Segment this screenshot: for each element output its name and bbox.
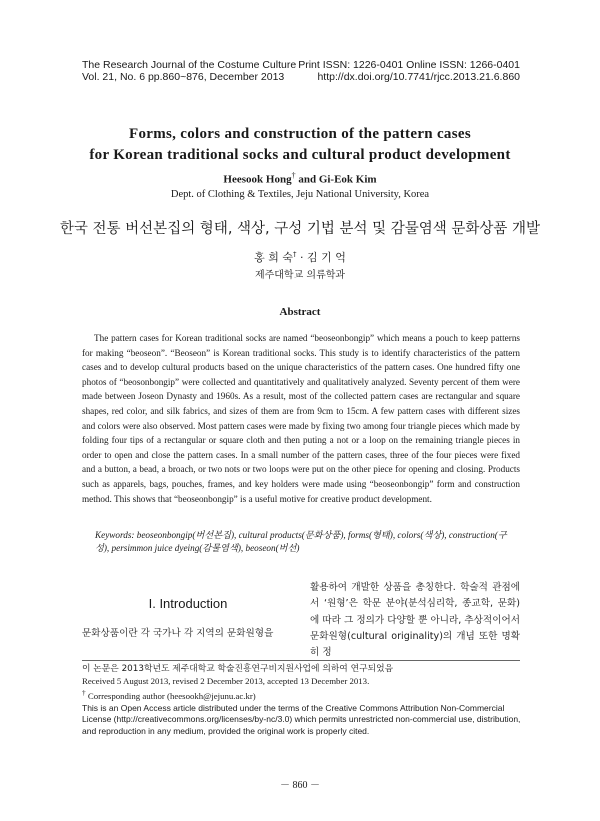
footnote-divider bbox=[82, 660, 520, 661]
body-left-column: 문화상품이란 각 국가나 각 지역의 문화원형을 bbox=[82, 628, 274, 639]
title-line-2: for Korean traditional socks and cultural product development bbox=[89, 147, 511, 163]
keywords-text: beoseonbongip(버선본집), cultural products(문화상품), forms(형태), colors(색상), construction(구성), persimmon juice dyeing(감물염색), beoseon(버선) bbox=[95, 530, 507, 553]
korean-title: 한국 전통 버선본집의 형태, 색상, 구성 기법 분석 및 감물염색 문화상품 개발 bbox=[59, 221, 541, 237]
page-number: － 860 － bbox=[280, 780, 320, 791]
korean-authors bbox=[40, 249, 560, 265]
korean-affiliation: 제주대학교 의류학과 bbox=[254, 270, 346, 281]
abstract-heading: Abstract bbox=[279, 306, 321, 318]
title-line-1: Forms, colors and construction of the pattern cases bbox=[129, 126, 471, 142]
korean-author-2: · 김 기 억 bbox=[296, 251, 346, 264]
footnote-license: This is an Open Access article distributed under the terms of the Creative Commons Attribution Non-Commercial License (http://creativecommons.org/licenses/by-nc/3.0) which permits unrestricted non-commercial use, distribution, and reproduction in any medium, provided the original work is properly cited. bbox=[82, 702, 521, 736]
issn-info: Print ISSN: 1226-0401 Online ISSN: 1266-0401 bbox=[298, 59, 520, 71]
footnote-corresponding-mark: † bbox=[82, 688, 86, 698]
issn-header bbox=[298, 59, 520, 83]
keywords bbox=[95, 529, 520, 555]
author-1: Heesook Hong bbox=[223, 173, 292, 186]
footnote-received: Received 5 August 2013, revised 2 December 2013, accepted 13 December 2013. bbox=[82, 675, 370, 686]
journal-name: The Research Journal of the Costume Culture bbox=[82, 59, 297, 71]
korean-author-1: 홍 희 숙 bbox=[254, 251, 293, 264]
korean-corresponding-mark: † bbox=[293, 250, 297, 259]
footnotes bbox=[82, 664, 522, 737]
journal-header bbox=[82, 59, 296, 83]
body-right-column: 활용하여 개발한 상품을 총칭한다. 학술적 관점에서 ‘원형’은 학문 분야(분석심리학, 종교학, 문화)에 따라 그 정의가 다양할 뿐 아니라, 추상적이어서 문화원형(cultural originality)의 개념 또한 명확히 정 bbox=[310, 582, 520, 659]
paper-title bbox=[40, 124, 560, 166]
affiliation: Dept. of Clothing & Textiles, Jeju National University, Korea bbox=[170, 189, 430, 200]
volume-info: Vol. 21, No. 6 pp.860~876, December 2013 bbox=[82, 71, 285, 83]
section-heading-introduction: I. Introduction bbox=[148, 596, 228, 611]
footnote-corresponding bbox=[82, 687, 522, 703]
keywords-label: Keywords: bbox=[95, 530, 135, 540]
author-2: and Gi-Eok Kim bbox=[295, 173, 377, 186]
footnote-funding: 이 논문은 2013학년도 제주대학교 학술진흥연구비지원사업에 의하여 연구되었음 bbox=[82, 664, 394, 674]
corresponding-mark: † bbox=[291, 171, 296, 180]
abstract-text: The pattern cases for Korean traditional socks are named “beoseonbongip” which means a pouch to keep patterns for making “beoseon”. “Beoseon” is Korean traditional socks. This study is to identify characteristics of the pattern cases and to develop cultural products based on the unique characteristics of the pattern cases. One hundred fifty one photos of “beosonbongip” were collected and quantitatively and qualitatively analyzed. Seventy percent of them were made between Joseon Dynasty and 1960s. As a result, most of the collected pattern cases are rectangular and square shapes, red color, and silk fabrics, and sizes of them are from 9cm to 15cm. A few pattern cases with different sizes and colors were also observed. Most pattern cases were made by fixing two among four triangle pieces which made by folding four tips of a rectangular or square cloth and then puting a not or a loop on the remaining triangle pieces in order to open and close the pattern cases. In a small number of the pattern cases, three of the four pieces were fixed and a button, a bead, a broach, or two nots or two loops were put on the other piece for opening and closing. Products such as apparels, bags, pouches, frames, and key holders were made using “beoseonbongip” form and construction method. This shows that “beoseonbongip” is a useful motive for creative product development. bbox=[82, 333, 520, 504]
footnote-corresponding-text: Corresponding author (heesookh@jejunu.ac.kr) bbox=[85, 691, 256, 702]
doi-link[interactable]: http://dx.doi.org/10.7741/rjcc.2013.21.6.860 bbox=[317, 71, 520, 83]
author-list bbox=[40, 171, 560, 186]
